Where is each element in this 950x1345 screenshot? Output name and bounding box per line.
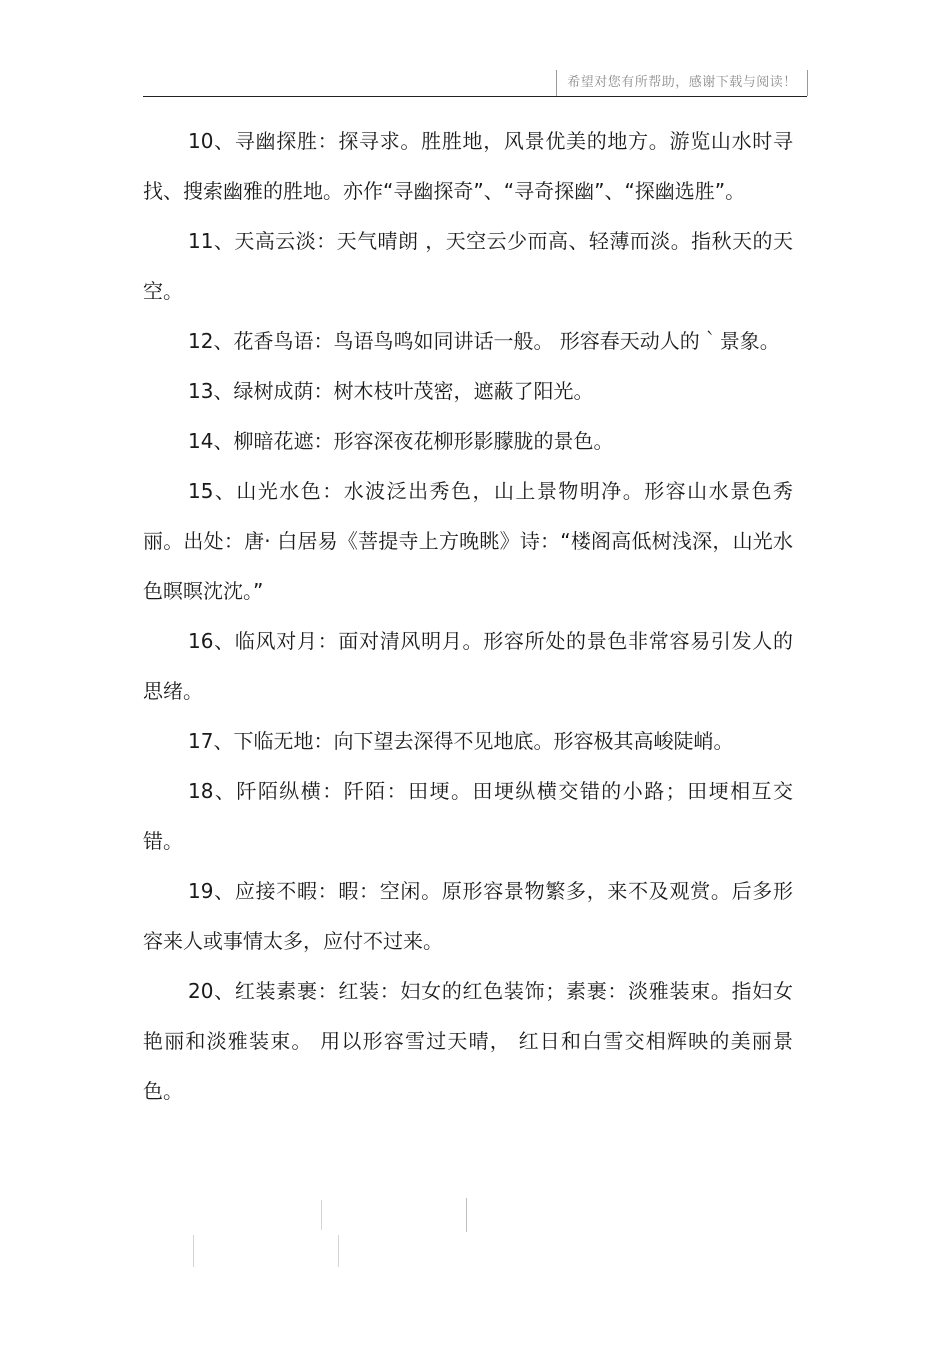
entry-paragraph: 20、红装素裹：红装：妇女的红色装饰；素裹：淡雅装束。指妇女艳丽和淡雅装束。 用以形容雪过天晴， 红日和白雪交相辉映的美丽景色。 (143, 979, 793, 1103)
scan-mark (466, 1198, 467, 1232)
scan-mark (321, 1200, 322, 1230)
scan-mark (193, 1235, 194, 1267)
entry-paragraph: 18、阡陌纵横：阡陌：田埂。田埂纵横交错的小路；田埂相互交错。 (143, 779, 793, 853)
scan-mark (338, 1235, 339, 1267)
entry-paragraph: 14、柳暗花遮：形容深夜花柳形影朦胧的景色。 (188, 429, 614, 453)
entry-paragraph: 13、绿树成荫：树木枝叶茂密，遮蔽了阳光。 (188, 379, 594, 403)
header-note: 希望对您有所帮助，感谢下载与阅读！ (556, 70, 808, 96)
entry-paragraph: 12、花香鸟语：鸟语鸟鸣如同讲话一般。 形容春天动人的｀景象。 (188, 329, 780, 353)
entry-paragraph: 19、应接不暇：暇：空闲。原形容景物繁多，来不及观赏。后多形容来人或事情太多，应付不过来。 (143, 879, 793, 953)
entry-paragraph: 15、山光水色：水波泛出秀色，山上景物明净。形容山水景色秀丽。出处：唐· 白居易《菩提寺上方晚眺》诗：“楼阁高低树浅深，山光水色暝暝沈沈。” (143, 479, 793, 603)
entry-paragraph: 17、下临无地：向下望去深得不见地底。形容极其高峻陡峭。 (188, 729, 734, 753)
entry-paragraph: 10、寻幽探胜：探寻求。胜胜地，风景优美的地方。游览山水时寻找、搜索幽雅的胜地。亦作“寻幽探奇”、“寻奇探幽”、“探幽选胜”。 (143, 129, 793, 203)
document-body (143, 116, 793, 1116)
entry-paragraph: 11、天高云淡：天气晴朗 ，天空云少而高、轻薄而淡。指秋天的天空。 (143, 229, 793, 303)
entry-paragraph: 16、临风对月：面对清风明月。形容所处的景色非常容易引发人的思绪。 (143, 629, 793, 703)
header-divider (143, 96, 807, 97)
